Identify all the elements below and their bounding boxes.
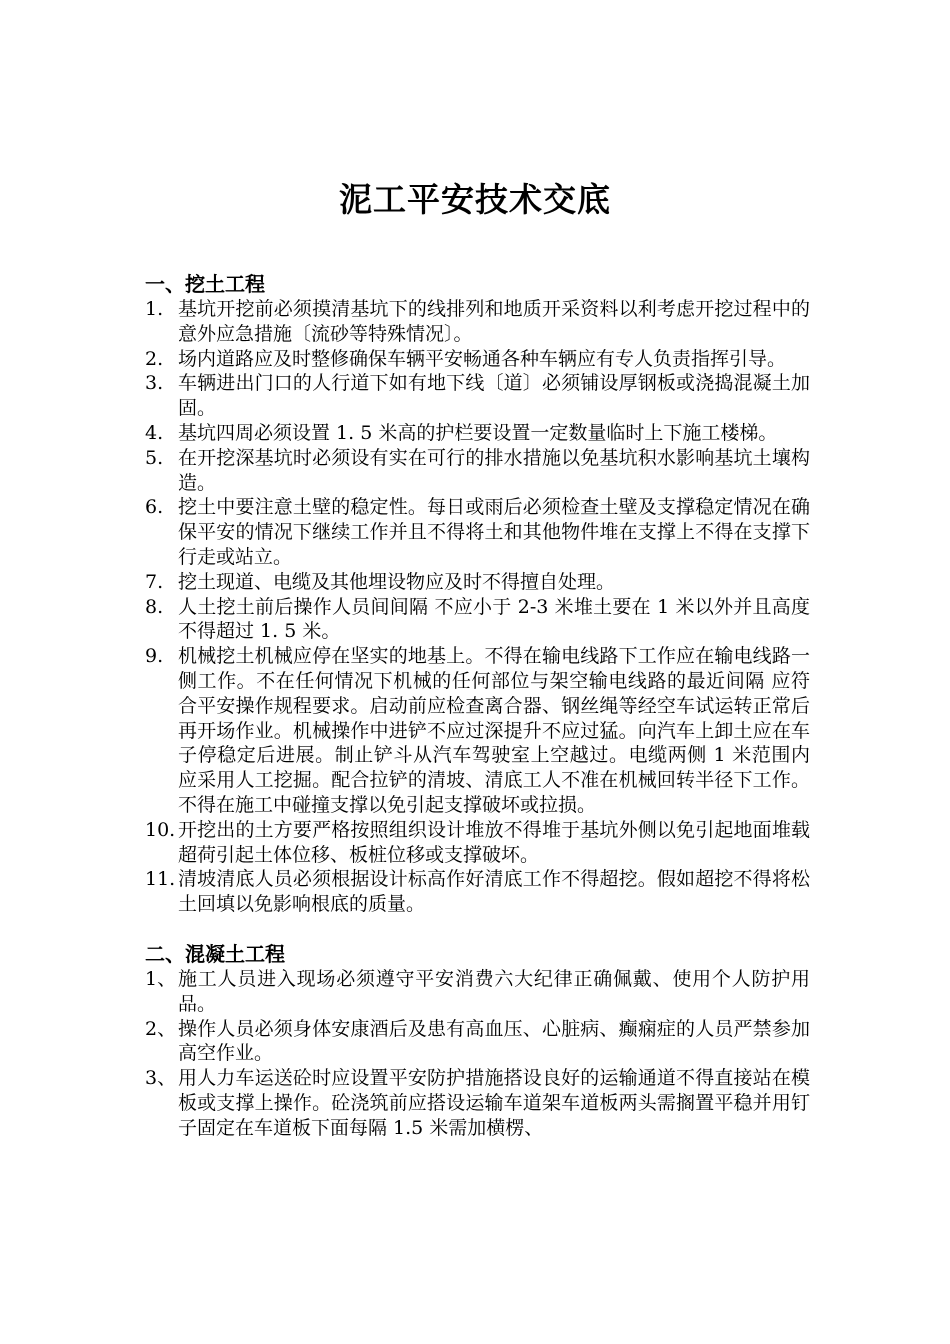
document-title: 泥工平安技术交底 <box>339 180 611 219</box>
item-text: 挖土现道、电缆及其他埋设物应及时不得擅自处理。 <box>178 570 616 593</box>
item-number: 2. <box>145 347 164 370</box>
list-item <box>145 347 810 372</box>
list-item <box>145 371 810 421</box>
item-text: 开挖出的土方要严格按照组织设计堆放不得堆于基坑外侧以免引起地面堆载超荷引起土体位移、板桩位移或支撑破坏。 <box>178 818 810 866</box>
list-item <box>145 1017 810 1067</box>
item-text: 用人力车运送砼时应设置平安防护措施搭设良好的运输通道不得直接站在模板或支撑上操作。砼浇筑前应搭设运输车道架车道板两头需搁置平稳并用钉子固定在车道板下面每隔 1.5 米需加横楞、 <box>178 1067 810 1139</box>
section-heading: 二、混凝土工程 <box>145 941 285 966</box>
item-number: 1. <box>145 298 164 320</box>
list-item <box>145 297 810 347</box>
list-item <box>145 818 810 868</box>
list-item <box>145 867 810 917</box>
item-number: 10. <box>145 818 176 841</box>
item-number: 8. <box>145 595 164 618</box>
item-number: 11. <box>145 868 176 891</box>
list-item <box>145 495 810 569</box>
item-text: 在开挖深基坑时必须设有实在可行的排水措施以免基坑积水影响基坑土壤构造。 <box>178 446 810 494</box>
item-number: 2、 <box>145 1017 177 1040</box>
list-item <box>145 446 810 496</box>
item-number: 3. <box>145 372 164 395</box>
item-number: 5. <box>145 446 164 469</box>
item-text: 清坡清底人员必须根据设计标高作好清底工作不得超挖。假如超挖不得将松土回填以免影响根底的质量。 <box>178 868 810 916</box>
section-concrete <box>145 942 810 1141</box>
item-number: 4. <box>145 421 164 444</box>
item-text: 施工人员进入现场必须遵守平安消费六大纪律正确佩戴、使用个人防护用品。 <box>178 967 810 1015</box>
item-list <box>145 967 810 1141</box>
item-number: 1、 <box>145 967 177 990</box>
item-text: 基坑四周必须设置 1. 5 米高的护栏要设置一定数量临时上下施工楼梯。 <box>178 421 778 444</box>
item-number: 3、 <box>145 1067 177 1090</box>
item-text: 操作人员必须身体安康酒后及患有高血压、心脏病、癫痫症的人员严禁参加高空作业。 <box>178 1017 810 1065</box>
list-item <box>145 421 810 446</box>
document-body <box>145 272 810 1141</box>
item-text: 基坑开挖前必须摸清基坑下的线排列和地质开采资料以利考虑开挖过程中的意外应急措施〔流砂等特殊情况〕。 <box>178 298 810 345</box>
list-item <box>145 644 810 818</box>
list-item <box>145 570 810 595</box>
list-item <box>145 967 810 1017</box>
section-earthwork <box>145 272 810 917</box>
item-list <box>145 297 810 917</box>
item-text: 车辆进出门口的人行道下如有地下线〔道〕必须铺设厚钢板或浇捣混凝土加固。 <box>178 372 810 420</box>
item-number: 9. <box>145 645 164 668</box>
list-item <box>145 595 810 645</box>
item-number: 7. <box>145 570 164 593</box>
list-item <box>145 1066 810 1140</box>
item-text: 场内道路应及时整修确保车辆平安畅通各种车辆应有专人负责指挥引导。 <box>178 347 787 370</box>
item-text: 机械挖土机械应停在坚实的地基上。不得在输电线路下工作应在输电线路一侧工作。不在任何情况下机械的任何部位与架空输电线路的最近间隔 应符合平安操作规程要求。启动前应检查离合器、钢丝绳等经空车试运转正常后再开场作业。机械操作中进铲不应过深提升不应过猛。向汽车上卸土应在车子停稳定后进展。制止铲斗从汽车驾驶室上空越过。电缆两侧 1 米范围内应采用人工挖掘。配合拉铲的清坡、清底工人不准在机械回转半径下工作。不得在施工中碰撞支撑以免引起支撑破坏或拉损。 <box>178 645 810 816</box>
section-heading: 一、挖土工程 <box>145 272 265 296</box>
item-number: 6. <box>145 496 164 519</box>
item-text: 挖土中要注意土壁的稳定性。每日或雨后必须检查土壁及支撑稳定情况在确保平安的情况下继续工作并且不得将土和其他物件堆在支撑上不得在支撑下行走或站立。 <box>178 496 810 568</box>
item-text: 人土挖土前后操作人员间间隔 不应小于 2-3 米堆土要在 1 米以外并且高度不得超过 1. 5 米。 <box>178 595 810 643</box>
